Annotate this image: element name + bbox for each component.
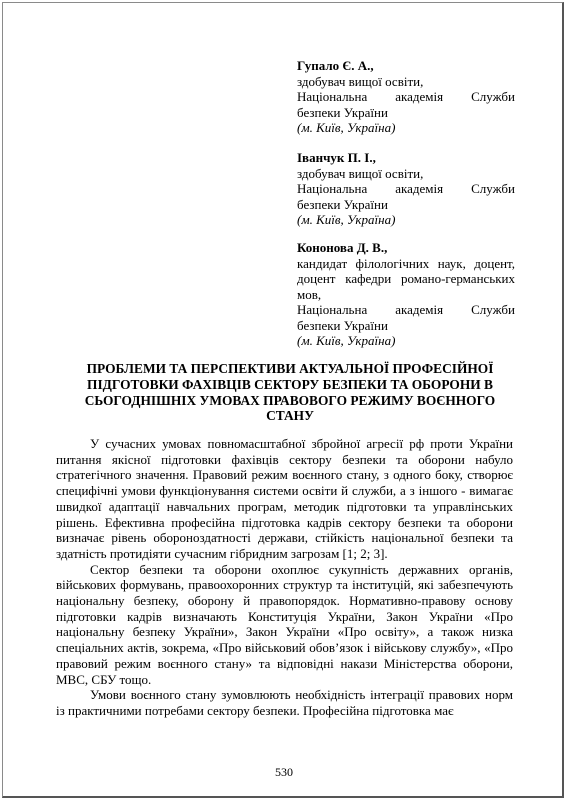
- article-body: [56, 436, 513, 719]
- author-organization: Національна академія Служби: [297, 302, 515, 317]
- body-paragraph: Сектор безпеки та оборони охоплює сукупність державних органів, військових формувань, правоохоронних структур та інституцій, які забезпечують національну безпеку, оборону й правопорядок. Нормативно-правову основу підготовки кадрів визначають Конституція України, Закон України «Про національну безпеку України», Закон України «Про освіту», а також низка спеціальних актів, зокрема, «Про військовий обов’язок і військову службу», «Про правовий режим воєнного стану» та відповідні накази Міністерства оборони, МВС, СБУ тощо.: [56, 561, 513, 687]
- author-degree: здобувач вищої освіти,: [297, 165, 424, 181]
- author-block-1: [297, 58, 515, 136]
- author-name: Кононова Д. В.,: [297, 240, 388, 255]
- author-degree: кандидат філологічних наук, доцент,: [297, 255, 515, 271]
- author-organization: Національна академія Служби: [297, 181, 515, 196]
- author-block-2: [297, 150, 515, 228]
- body-paragraph: У сучасних умовах повномасштабної збройної агресії рф проти України питання якісної підготовки фахівців сектору безпеки та оборони набуло стратегічного значення. Правовий режим воєнного стану, з одного боку, створює специфічні умови функціонування системи освіти й служби, а з іншого - вимагає швидкої адаптації навчальних програм, методик підготовки та управлінських рішень. Ефективна професійна підготовка кадрів сектору безпеки та оборони визначає рівень обороноздатності держави, стійкість національної безпеки та здатність протидіяти сучасним гібридним загрозам [1; 2; 3].: [56, 436, 513, 561]
- author-position-rest: мов,: [297, 286, 322, 302]
- author-organization-rest: безпеки України: [297, 196, 388, 212]
- author-position: доцент кафедри романо-германських: [297, 271, 515, 286]
- author-block-3: [297, 240, 515, 349]
- article-title: ПРОБЛЕМИ ТА ПЕРСПЕКТИВИ АКТУАЛЬНОЇ ПРОФЕСІЙНОЇ ПІДГОТОВКИ ФАХІВЦІВ СЕКТОРУ БЕЗПЕКИ ТА ОБОРОНИ В СЬОГОДНІШНІХ УМОВАХ ПРАВОВОГО РЕЖИМУ ВОЄННОГО СТАНУ: [84, 361, 496, 424]
- author-name: Гупало Є. А.,: [297, 58, 374, 73]
- author-organization-rest: безпеки України: [297, 104, 388, 120]
- author-name: Іванчук П. І.,: [297, 150, 376, 165]
- author-place: (м. Київ, Україна): [297, 212, 396, 227]
- author-organization: Національна академія Служби: [297, 89, 515, 104]
- author-place: (м. Київ, Україна): [297, 120, 396, 135]
- author-degree: здобувач вищої освіти,: [297, 73, 424, 89]
- body-paragraph: Умови воєнного стану зумовлюють необхідність інтеграції правових норм із практичними потребами сектору безпеки. Професійна підготовка має: [56, 687, 513, 718]
- author-place: (м. Київ, Україна): [297, 333, 396, 348]
- author-organization-rest: безпеки України: [297, 317, 388, 333]
- page-number: 530: [275, 765, 293, 779]
